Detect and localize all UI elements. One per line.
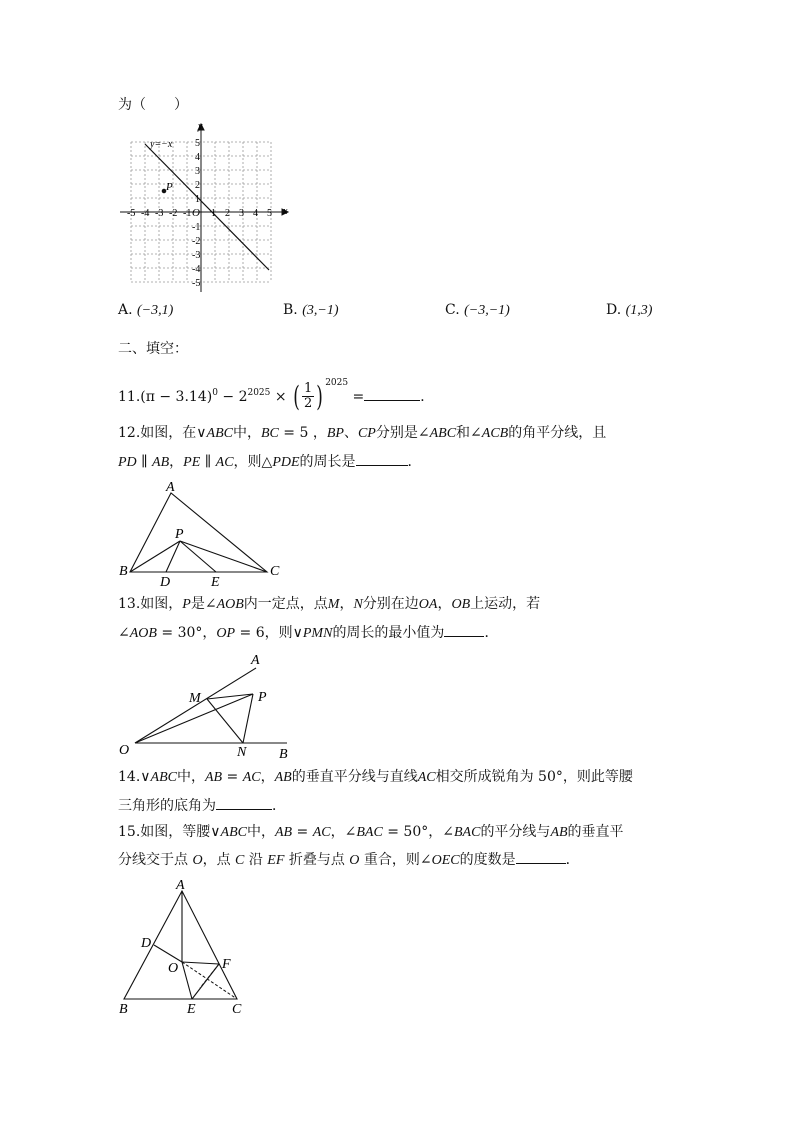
q12-line2: PD ∥ AB，PE ∥ AC，则△PDE的周长是 ． bbox=[118, 454, 422, 470]
q14-ab: AB bbox=[204, 770, 223, 785]
option-d-label: D. bbox=[606, 302, 622, 318]
section-title: 二、填空： bbox=[118, 341, 188, 357]
q13-aob: AOB bbox=[216, 597, 244, 612]
q15-l1b: 中， bbox=[246, 824, 275, 840]
q13-line2: ∠AOB = 30°，OP = 6，则∨PMN的周长的最小值为 ． bbox=[118, 625, 499, 641]
q13-l1f: ， bbox=[437, 596, 452, 612]
q12-pe: PE bbox=[183, 455, 201, 470]
q15-ab2: AB bbox=[550, 825, 568, 840]
q12-l1d: 、 bbox=[343, 425, 358, 441]
q12-par1: ∥ bbox=[136, 454, 153, 470]
q12-l1f: 和∠ bbox=[456, 425, 482, 441]
q15-l1c: ，∠ bbox=[330, 824, 357, 840]
q12-label-D: D bbox=[160, 575, 171, 590]
q12-pd: PD bbox=[118, 455, 137, 470]
q15-label-B: B bbox=[119, 1002, 128, 1017]
q12-abc: ABC bbox=[206, 426, 233, 441]
y-axis-label: y bbox=[198, 121, 203, 132]
q15-ef: EF bbox=[267, 853, 285, 868]
question-tail: 为（ ） bbox=[118, 97, 188, 113]
q15-o: O bbox=[192, 853, 203, 868]
q15-c: C bbox=[235, 853, 245, 868]
q12-bc: BC bbox=[260, 426, 279, 441]
q15-ac: AC bbox=[312, 825, 331, 840]
q11-exp2025: 2025 bbox=[247, 388, 271, 399]
q12-l1a: 12.如图，在∨ bbox=[118, 425, 207, 441]
x-tick-label: -5 bbox=[127, 208, 136, 219]
q14-l1c: ， bbox=[260, 769, 275, 785]
q15-label-O: O bbox=[168, 961, 179, 976]
q14-abc: ABC bbox=[150, 770, 177, 785]
line-label: y=−x bbox=[150, 139, 173, 150]
q14-ac2: AC bbox=[417, 770, 436, 785]
y-tick-label: 4 bbox=[195, 152, 200, 163]
q13-l1e: 分别在边 bbox=[362, 596, 419, 612]
q11-left-paren: ( bbox=[293, 379, 300, 413]
q11-num: 11. bbox=[118, 388, 141, 405]
q14-l1b: 中， bbox=[176, 769, 205, 785]
q12-l1c: = 5 ， bbox=[278, 425, 327, 441]
q15-bac: BAC bbox=[356, 825, 383, 840]
q13-l2d: 的周长的最小值为 bbox=[332, 625, 445, 641]
y-tick-label: 3 bbox=[195, 166, 200, 177]
q15-l1e: 的平分线与 bbox=[480, 824, 551, 840]
y-tick-label: -3 bbox=[192, 250, 201, 261]
q15-l2b: ，点 bbox=[202, 852, 236, 868]
q15-l1a: 15.如图，等腰∨ bbox=[118, 824, 221, 840]
y-tick-label: -1 bbox=[192, 222, 201, 233]
q14-ab2: AB bbox=[274, 770, 292, 785]
q11-text: $11.(\pi - 3.14)^0 - 2^{2025}$ × ( $\frac{1}{2}$ ) $^{2025}$ = ． bbox=[118, 378, 435, 413]
q15-l2d: 折叠与点 bbox=[284, 852, 350, 868]
q12-label-B: B bbox=[119, 564, 128, 579]
x-tick-label: -3 bbox=[155, 208, 164, 219]
q15-oec: OEC bbox=[431, 853, 460, 868]
q14-l1a: 14.∨ bbox=[118, 769, 151, 785]
q13-pmn: PMN bbox=[302, 626, 333, 641]
x-tick-label: -4 bbox=[141, 208, 150, 219]
q13-l1d: ， bbox=[339, 596, 354, 612]
y-tick-label: 2 bbox=[195, 180, 200, 191]
q11-minus-two: − 2 bbox=[222, 388, 248, 405]
q15-label-D: D bbox=[141, 936, 152, 951]
q11-frac-den: 2 bbox=[303, 396, 313, 412]
q12-label-A: A bbox=[166, 480, 175, 495]
option-a-value: (−3,1) bbox=[137, 303, 174, 318]
point-P-label: P bbox=[166, 181, 173, 193]
q15-label-E: E bbox=[187, 1002, 196, 1017]
y-tick-label: 1 bbox=[195, 194, 200, 205]
option-a-label: A. bbox=[118, 302, 133, 318]
q14-l1e: 相交所成锐角为 50°，则此等腰 bbox=[435, 769, 633, 785]
q13-label-P: P bbox=[258, 690, 267, 705]
q11-times: × bbox=[274, 388, 287, 405]
q11-exp-frac: 2025 bbox=[325, 378, 349, 389]
q15-line2: 分线交于点 O，点 C 沿 EF 折叠与点 O 重合，则∠OEC的度数是 ． bbox=[118, 852, 580, 868]
q12-l1g: 的角平分线，且 bbox=[508, 425, 607, 441]
q12-cp: CP bbox=[357, 426, 376, 441]
option-c-value: (−3,−1) bbox=[464, 303, 510, 318]
q12-abc2: ABC bbox=[429, 426, 457, 441]
q12-acb: ACB bbox=[481, 426, 509, 441]
q13-label-B: B bbox=[279, 747, 288, 762]
q12-ac: AC bbox=[215, 455, 234, 470]
q12-l2c: 的周长是 bbox=[299, 454, 356, 470]
q15-label-F: F bbox=[222, 957, 231, 972]
q11-equals: = bbox=[352, 388, 365, 405]
q13-aob2: AOB bbox=[129, 626, 157, 641]
q14-line2: 三角形的底角为 ． bbox=[118, 798, 286, 814]
q11-frac-num: 1 bbox=[303, 381, 313, 396]
q14-l2: 三角形的底角为 bbox=[118, 798, 216, 814]
q13-l1a: 13.如图， bbox=[118, 596, 183, 612]
q13-label-A: A bbox=[251, 653, 260, 668]
q15-l2e: 重合，则∠ bbox=[359, 852, 432, 868]
q13-l2c: = 6，则∨ bbox=[235, 625, 303, 641]
q15-l1d: = 50°，∠ bbox=[382, 824, 454, 840]
q12-l2a: ， bbox=[169, 454, 184, 470]
q13-l1g: 上运动，若 bbox=[470, 596, 541, 612]
q14-ac: AC bbox=[242, 770, 261, 785]
q13-label-M: M bbox=[189, 691, 201, 706]
q15-o2: O bbox=[349, 853, 360, 868]
q15-ab: AB bbox=[274, 825, 293, 840]
q15-l2c: 沿 bbox=[244, 852, 268, 868]
q12-par2: ∥ bbox=[200, 454, 216, 470]
x-tick-label: -1 bbox=[183, 208, 192, 219]
q11-pi-term: (π − 3.14) bbox=[140, 388, 213, 405]
y-tick-label: -2 bbox=[192, 236, 201, 247]
x-tick-label: 1 bbox=[211, 208, 216, 219]
x-axis-label: x bbox=[283, 206, 288, 217]
q13-op: OP bbox=[216, 626, 236, 641]
q13-label-N: N bbox=[237, 745, 247, 760]
q12-ab: AB bbox=[152, 455, 170, 470]
q12-l2b: ，则△ bbox=[233, 454, 273, 470]
q13-ob: OB bbox=[451, 597, 471, 612]
q13-oa: OA bbox=[418, 597, 438, 612]
q15-abc: ABC bbox=[220, 825, 247, 840]
q15-l1f: 的垂直平 bbox=[567, 824, 624, 840]
y-tick-label: -5 bbox=[192, 278, 201, 289]
q12-label-E: E bbox=[211, 575, 220, 590]
q15-label-C: C bbox=[232, 1002, 242, 1017]
q14-l1d: 的垂直平分线与直线 bbox=[291, 769, 418, 785]
q15-l2a: 分线交于点 bbox=[118, 852, 193, 868]
x-tick-label: 3 bbox=[239, 208, 244, 219]
q12-bp: BP bbox=[326, 426, 344, 441]
q12-label-P: P bbox=[175, 527, 184, 542]
q13-p: P bbox=[182, 597, 191, 612]
q12-l1b: 中， bbox=[232, 425, 261, 441]
option-b-value: (3,−1) bbox=[302, 303, 339, 318]
x-tick-label: -2 bbox=[169, 208, 178, 219]
y-tick-label: 5 bbox=[195, 138, 200, 149]
q13-l2b: = 30°， bbox=[156, 625, 217, 641]
q13-m: M bbox=[327, 597, 340, 612]
x-tick-label: 2 bbox=[225, 208, 230, 219]
q14-eq: = bbox=[222, 769, 243, 785]
option-b-label: B. bbox=[283, 302, 298, 318]
q13-label-O: O bbox=[119, 743, 130, 758]
q12-pde: PDE bbox=[272, 455, 300, 470]
q15-eq: = bbox=[292, 824, 313, 840]
q15-bac2: BAC bbox=[453, 825, 481, 840]
option-d-value: (1,3) bbox=[625, 303, 653, 318]
q11-right-paren: ) bbox=[316, 379, 323, 413]
q13-n: N bbox=[353, 597, 363, 612]
q12-label-C: C bbox=[270, 564, 280, 579]
x-tick-label: 5 bbox=[267, 208, 272, 219]
q12-l1e: 分别是∠ bbox=[375, 425, 430, 441]
y-tick-label: -4 bbox=[192, 264, 201, 275]
option-c-label: C. bbox=[445, 302, 460, 318]
q13-l1c: 内一定点，点 bbox=[243, 596, 328, 612]
q13-l1b: 是∠ bbox=[190, 596, 217, 612]
q11-exp0: 0 bbox=[212, 388, 218, 399]
q15-label-A: A bbox=[176, 878, 185, 893]
q13-l2a: ∠ bbox=[118, 625, 130, 641]
q15-l2f: 的度数是 bbox=[459, 852, 516, 868]
origin-label: O bbox=[192, 207, 200, 219]
x-tick-label: 4 bbox=[253, 208, 258, 219]
